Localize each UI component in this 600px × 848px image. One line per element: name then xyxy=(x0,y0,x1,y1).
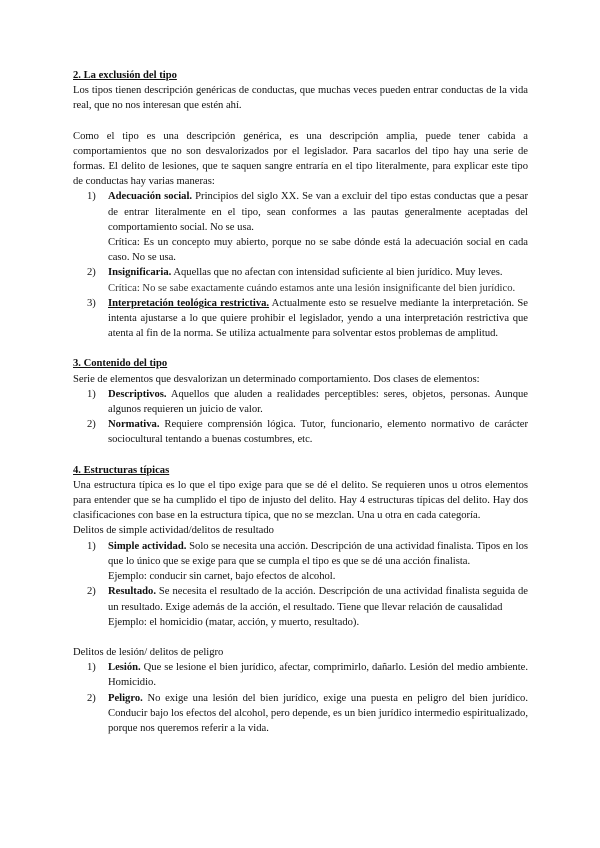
list-text: Requiere comprensión lógica. Tutor, funcionario, elemento normativo de carácter sociocultural tentando a buenas costumbres, etc. xyxy=(108,419,528,446)
numbered-list xyxy=(73,660,528,736)
list-text: Que se lesione el bien jurídico, afectar, comprimirlo, dañarlo. Lesión del medio ambiente. Homicidio. xyxy=(108,662,528,689)
list-text: Aquellos que aluden a realidades perceptibles: seres, objetos, personas. Aunque algunos requieren un juicio de valor. xyxy=(108,388,528,416)
list-number: 2) xyxy=(87,419,96,431)
section-heading-exclusion: 2. La exclusión del tipo xyxy=(73,70,177,81)
list-text: Actualmente esto se resuelve mediante la interpretación. Se intenta ajustarse a lo que quiere prohibir el legislador, yendo a una interpretación restrictiva que atenta al fin de la norma. Se utiliza actualmente para solventar estos problemas de amplitud. xyxy=(108,297,528,340)
paragraph: Como el tipo es una descripción genérica, es una descripción amplia, puede tener cabida a comportamientos que no son desvalorizados por el legislador. Para sacarlos del tipo hay una serie de formas. El delito de lesiones, que te saquen sangre entraría en el tipo literalmente, para explicar este tipo de conductas hay varias maneras: xyxy=(73,130,528,188)
list-term: Simple actividad. xyxy=(108,540,187,552)
list-number: 2) xyxy=(87,586,96,598)
list-number: 2) xyxy=(87,692,96,704)
list-extra: Crítica: No se sabe exactamente cuándo estamos ante una lesión insignificante del bien jurídico. xyxy=(108,282,516,294)
list-extra: Crítica: Es un concepto muy abierto, porque no se sabe dónde está la adecuación social en cada caso. No se usa. xyxy=(108,237,528,264)
list-text: Se necesita el resultado de la acción. Descripción de una actividad finalista seguida de un resultado. Exige además de la acción, el resultado. Tiene que llevar relación de causalidad xyxy=(108,586,528,613)
list-item xyxy=(73,539,528,585)
numbered-list xyxy=(73,387,528,448)
list-term: Resultado. xyxy=(108,586,156,598)
paragraph: Serie de elementos que desvalorizan un determinado comportamiento. Dos clases de elementos: xyxy=(73,373,480,385)
list-extra: Ejemplo: el homicidio (matar, acción, y muerto, resultado). xyxy=(108,616,360,628)
list-number: 1) xyxy=(87,540,96,552)
list-text: Aquellas que no afectan con intensidad suficiente al bien jurídico. Muy leves. xyxy=(171,267,503,279)
list-extra: Ejemplo: conducir sin carnet, bajo efectos de alcohol. xyxy=(108,571,336,583)
list-item xyxy=(73,387,528,417)
list-number: 2) xyxy=(87,267,96,279)
list-term: Interpretación teológica restrictiva. xyxy=(108,297,270,309)
list-number: 1) xyxy=(87,662,96,674)
list-number: 3) xyxy=(87,297,96,309)
list-text: Principios del siglo XX. Se van a excluir del tipo estas conductas que a pesar de entrar literalmente en el tipo, sean conformes a las pautas generalmente aceptadas del comportamiento social. No se usa. xyxy=(108,191,528,233)
list-term: Descriptivos. xyxy=(108,388,167,400)
document-page xyxy=(73,68,528,736)
list-item xyxy=(73,660,528,690)
numbered-list xyxy=(73,189,528,341)
list-item xyxy=(73,296,528,342)
list-term: Lesión. xyxy=(108,662,141,674)
list-item xyxy=(73,584,528,630)
list-text: No exige una lesión del bien jurídico, exige una puesta en peligro del bien jurídico. Conducir bajo los efectos del alcohol, pero depende, es un bien jurídico intermedio espiritualizado, porque nos queremos referir a la vida. xyxy=(108,692,528,734)
list-number: 1) xyxy=(87,388,96,400)
list-term: Normativa. xyxy=(108,419,160,431)
list-term: Adecuación social. xyxy=(108,191,193,203)
paragraph: Los tipos tienen descripción genéricas de conductas, que muchas veces pueden entrar conductas de la vida real, que no nos interesan que estén ahí. xyxy=(73,85,528,112)
list-term: Peligro. xyxy=(108,692,143,704)
list-item xyxy=(73,417,528,447)
section-heading-estructuras: 4. Estructuras típicas xyxy=(73,464,170,476)
list-number: 1) xyxy=(87,191,96,203)
list-text: Solo se necesita una acción. Descripción de una actividad finalista. Tipos en los que lo único que se exige para que se cumpla el tipo es que se dé una acción finalista. xyxy=(108,540,528,567)
list-item xyxy=(73,189,528,265)
list-item xyxy=(73,691,528,737)
list-term: Insignificaria. xyxy=(108,267,172,279)
list-item xyxy=(73,265,528,295)
paragraph: Una estructura típica es lo que el tipo exige para que se dé el delito. Se requieren unos u otros elementos para entender que se ha cumplido el tipo de injusto del delito. Hay 4 estructuras típicas del delito. Hay dos clasificaciones con base en la estructura típica, que no se mezclan. Una u otra en cada categoría. xyxy=(73,479,528,522)
subheading: Delitos de lesión/ delitos de peligro xyxy=(73,646,224,658)
subheading: Delitos de simple actividad/delitos de resultado xyxy=(73,525,274,537)
numbered-list xyxy=(73,539,528,630)
section-heading-contenido: 3. Contenido del tipo xyxy=(73,358,168,370)
